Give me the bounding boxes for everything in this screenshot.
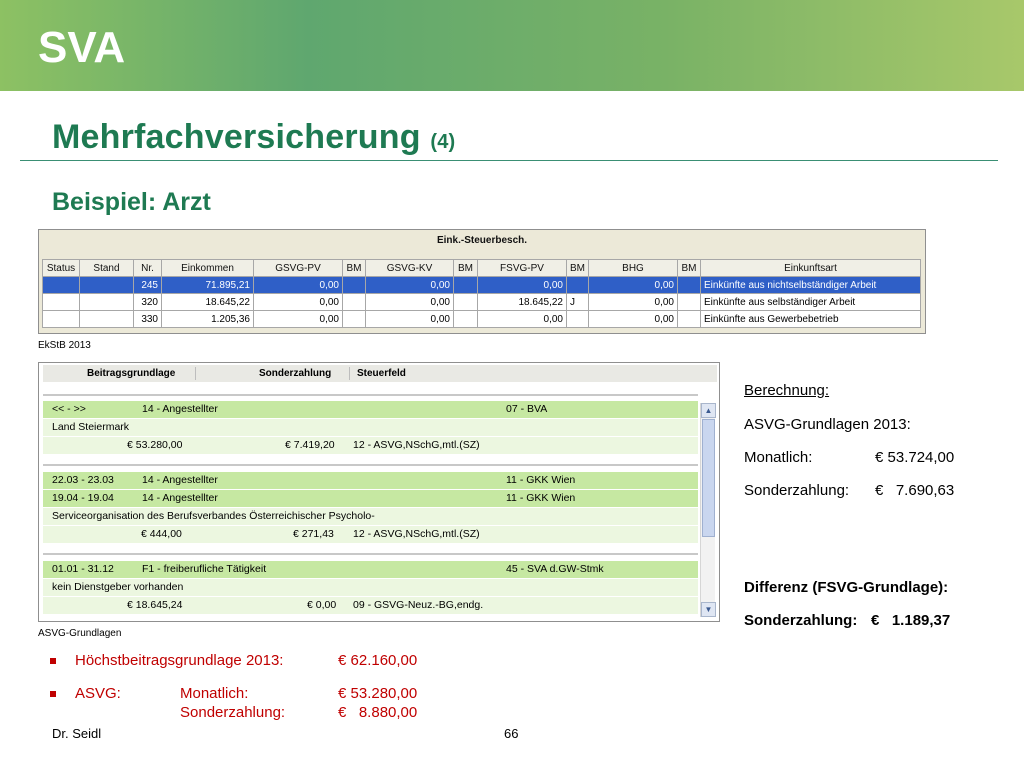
column-header[interactable]: Stand <box>80 260 134 277</box>
table-cell <box>43 294 80 311</box>
period-text: 01.01 - 31.12 <box>52 563 114 575</box>
calc-monthly-value: € 53.724,00 <box>875 449 955 466</box>
calc-heading: Berechnung: <box>744 382 830 399</box>
table-cell <box>678 277 701 294</box>
table-cell <box>454 277 478 294</box>
scroll-up-icon[interactable]: ▲ <box>701 403 716 418</box>
table-cell <box>567 311 589 328</box>
sva-logo <box>38 24 178 68</box>
column-header[interactable]: Einkunftsart <box>701 260 921 277</box>
table-cell: Einkünfte aus selbständiger Arbeit <box>701 294 921 311</box>
title-divider <box>20 160 998 161</box>
table-cell <box>454 294 478 311</box>
list-item <box>43 419 698 436</box>
base-amount: € 53.280,00 <box>127 439 183 451</box>
column-header-beitragsgrundlage[interactable]: Beitragsgrundlage <box>87 368 176 379</box>
scroll-down-icon[interactable]: ▼ <box>701 602 716 617</box>
column-header[interactable]: BM <box>678 260 701 277</box>
table-cell: 0,00 <box>254 311 343 328</box>
table-cell: 320 <box>134 294 162 311</box>
employment-type: 14 - Angestellter <box>142 492 218 504</box>
table-cell: 0,00 <box>589 294 678 311</box>
list-item <box>43 579 698 596</box>
special-payment: € 7.419,20 <box>285 439 335 451</box>
table-cell: 18.645,22 <box>162 294 254 311</box>
table-cell: 0,00 <box>589 311 678 328</box>
table-cell: Einkünfte aus nichtselbständiger Arbeit <box>701 277 921 294</box>
list-item <box>43 508 698 525</box>
diff-value: € 1.189,37 <box>871 612 951 629</box>
table-cell: 1.205,36 <box>162 311 254 328</box>
table-cell: Einkünfte aus Gewerbebetrieb <box>701 311 921 328</box>
tax-field: 12 - ASVG,NSchG,mtl.(SZ) <box>353 439 480 451</box>
asvg-special-value: € 8.880,00 <box>338 704 418 721</box>
insurance-carrier: 45 - SVA d.GW-Stmk <box>506 563 604 575</box>
table-cell <box>567 277 589 294</box>
tax-assessment-table <box>42 259 921 328</box>
table-cell: 18.645,22 <box>478 294 567 311</box>
table-cell: 0,00 <box>254 277 343 294</box>
asvg-monthly-label: Monatlich: <box>180 685 249 702</box>
header-separator <box>195 367 196 380</box>
employer-name: Serviceorganisation des Berufsverbandes Österreichischer Psycholo- <box>52 510 375 522</box>
column-header[interactable]: GSVG-PV <box>254 260 343 277</box>
table-cell <box>454 311 478 328</box>
table-cell <box>80 311 134 328</box>
table-cell: 0,00 <box>478 277 567 294</box>
tax-panel-caption: Eink.-Steuerbesch. <box>436 235 528 246</box>
vertical-scrollbar[interactable] <box>700 403 715 617</box>
tax-assessment-panel <box>38 229 926 334</box>
table-cell: 0,00 <box>366 311 454 328</box>
svg-text:SVA: SVA <box>38 24 126 68</box>
tax-field: 12 - ASVG,NSchG,mtl.(SZ) <box>353 528 480 540</box>
table-row[interactable] <box>43 311 921 328</box>
table-cell <box>80 294 134 311</box>
asvg-label: ASVG: <box>75 685 121 702</box>
list-item[interactable] <box>43 490 698 507</box>
column-header[interactable]: FSVG-PV <box>478 260 567 277</box>
list-item[interactable] <box>43 561 698 578</box>
list-item[interactable] <box>43 401 698 418</box>
table-cell: 0,00 <box>589 277 678 294</box>
page-subtitle: Beispiel: Arzt <box>52 188 211 216</box>
table-row[interactable] <box>43 294 921 311</box>
table-cell <box>80 277 134 294</box>
table-cell: 0,00 <box>366 277 454 294</box>
table-cell: 0,00 <box>366 294 454 311</box>
base-amount: € 18.645,24 <box>127 599 183 611</box>
calc-special-value: € 7.690,63 <box>875 482 955 499</box>
diff-label: Sonderzahlung: <box>744 612 858 629</box>
bullet-square-icon <box>50 691 56 697</box>
scroll-thumb[interactable] <box>702 419 715 537</box>
page-title <box>52 118 455 157</box>
max-basis-label: Höchstbeitragsgrundlage 2013: <box>75 652 284 669</box>
header-separator <box>349 367 350 380</box>
table-cell <box>43 277 80 294</box>
employer-name: Land Steiermark <box>52 421 130 433</box>
table-cell <box>678 311 701 328</box>
table-header-row <box>43 260 921 277</box>
period-text: 19.04 - 19.04 <box>52 492 114 504</box>
list-item <box>43 526 698 543</box>
column-header[interactable]: BM <box>343 260 366 277</box>
employment-type: 14 - Angestellter <box>142 474 218 486</box>
tax-panel-footer-caption: EkStB 2013 <box>38 340 91 351</box>
table-cell: 330 <box>134 311 162 328</box>
block-divider <box>43 553 698 555</box>
insurance-carrier: 11 - GKK Wien <box>506 474 576 486</box>
column-header[interactable]: GSVG-KV <box>366 260 454 277</box>
base-amount: € 444,00 <box>141 528 182 540</box>
table-cell: 0,00 <box>478 311 567 328</box>
table-cell: 71.895,21 <box>162 277 254 294</box>
asvg-basis-panel <box>38 362 720 622</box>
employment-type: F1 - freiberufliche Tätigkeit <box>142 563 267 575</box>
column-header[interactable]: BM <box>567 260 589 277</box>
calc-monthly-label: Monatlich: <box>744 449 813 466</box>
column-header[interactable]: Nr. <box>134 260 162 277</box>
column-header-sonderzahlung[interactable]: Sonderzahlung <box>259 368 332 379</box>
calc-special-label: Sonderzahlung: <box>744 482 850 499</box>
title-suffix: (4) <box>430 131 456 153</box>
column-header[interactable]: Einkommen <box>162 260 254 277</box>
asvg-header-bar <box>43 365 717 382</box>
table-cell <box>343 311 366 328</box>
diff-heading: Differenz (FSVG-Grundlage): <box>744 579 949 596</box>
asvg-special-label: Sonderzahlung: <box>180 704 286 721</box>
period-text: << - >> <box>52 403 86 415</box>
special-payment: € 271,43 <box>293 528 334 540</box>
employer-name: kein Dienstgeber vorhanden <box>52 581 184 593</box>
table-cell: J <box>567 294 589 311</box>
table-cell <box>678 294 701 311</box>
column-header[interactable]: Status <box>43 260 80 277</box>
list-item <box>43 437 698 454</box>
period-text: 22.03 - 23.03 <box>52 474 114 486</box>
table-cell: 245 <box>134 277 162 294</box>
asvg-panel-footer-caption: ASVG-Grundlagen <box>38 628 122 639</box>
insurance-carrier: 07 - BVA <box>506 403 548 415</box>
page-number: 66 <box>504 726 519 741</box>
special-payment: € 0,00 <box>307 599 337 611</box>
table-row[interactable] <box>43 277 921 294</box>
table-cell: 0,00 <box>254 294 343 311</box>
block-divider <box>43 394 698 396</box>
column-header[interactable]: BHG <box>589 260 678 277</box>
footer-author: Dr. Seidl <box>52 726 102 741</box>
calc-asvg-label: ASVG-Grundlagen 2013: <box>744 416 911 433</box>
tax-field: 09 - GSVG-Neuz.-BG,endg. <box>353 599 484 611</box>
block-divider <box>43 464 698 466</box>
list-item[interactable] <box>43 472 698 489</box>
insurance-carrier: 11 - GKK Wien <box>506 492 576 504</box>
column-header[interactable]: BM <box>454 260 478 277</box>
list-item <box>43 597 698 614</box>
table-cell <box>343 294 366 311</box>
column-header-steuerfeld[interactable]: Steuerfeld <box>357 368 406 379</box>
title-text: Mehrfachversicherung <box>52 118 421 156</box>
header-band <box>0 0 1024 91</box>
table-cell <box>343 277 366 294</box>
bullet-square-icon <box>50 658 56 664</box>
employment-type: 14 - Angestellter <box>142 403 218 415</box>
table-cell <box>43 311 80 328</box>
asvg-monthly-value: € 53.280,00 <box>338 685 418 702</box>
max-basis-value: € 62.160,00 <box>338 652 418 669</box>
